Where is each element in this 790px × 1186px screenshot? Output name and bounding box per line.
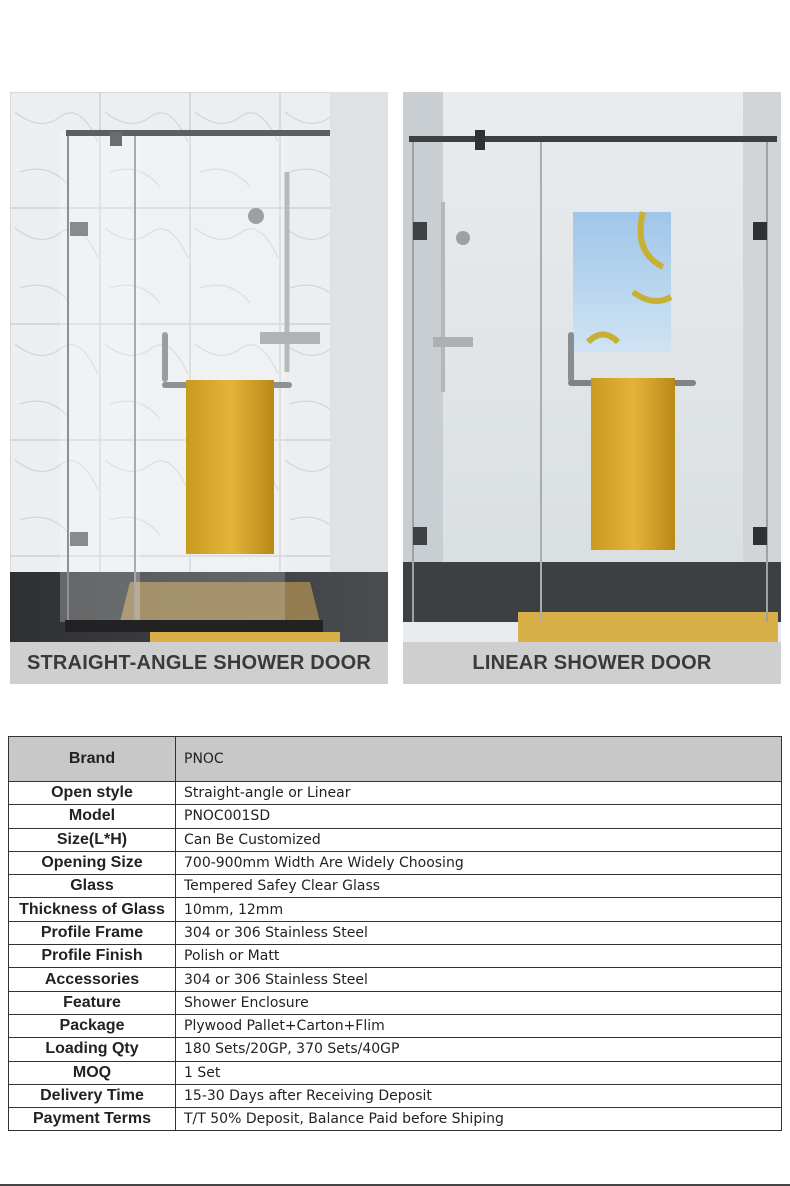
table-row <box>9 1084 782 1107</box>
spec-value: Can Be Customized <box>176 828 782 851</box>
spec-label: Open style <box>9 782 176 805</box>
spec-label: Payment Terms <box>9 1108 176 1131</box>
panel-caption: LINEAR SHOWER DOOR <box>403 642 781 684</box>
table-row <box>9 828 782 851</box>
table-row <box>9 805 782 828</box>
spec-label: Model <box>9 805 176 828</box>
spec-label: Loading Qty <box>9 1038 176 1061</box>
spec-label: Package <box>9 1014 176 1037</box>
spec-value: Tempered Safey Clear Glass <box>176 875 782 898</box>
spec-value: 180 Sets/20GP, 370 Sets/40GP <box>176 1038 782 1061</box>
spec-label: Brand <box>9 737 176 782</box>
table-row <box>9 782 782 805</box>
spec-label: Thickness of Glass <box>9 898 176 921</box>
linear-shower-illustration <box>403 92 781 642</box>
spec-value: Shower Enclosure <box>176 991 782 1014</box>
spec-label: Feature <box>9 991 176 1014</box>
table-row <box>9 1014 782 1037</box>
spec-label: Opening Size <box>9 851 176 874</box>
spec-label: Size(L*H) <box>9 828 176 851</box>
table-row <box>9 991 782 1014</box>
spec-value: Polish or Matt <box>176 945 782 968</box>
spec-value: Plywood Pallet+Carton+Flim <box>176 1014 782 1037</box>
spec-label: Profile Finish <box>9 945 176 968</box>
table-row <box>9 851 782 874</box>
spec-value: 1 Set <box>176 1061 782 1084</box>
table-row <box>9 1061 782 1084</box>
spec-label: Glass <box>9 875 176 898</box>
linear-shower-photo <box>403 92 781 684</box>
spec-value: 304 or 306 Stainless Steel <box>176 921 782 944</box>
spec-value: PNOC <box>176 737 782 782</box>
spec-value: 10mm, 12mm <box>176 898 782 921</box>
spec-value: 304 or 306 Stainless Steel <box>176 968 782 991</box>
table-row <box>9 968 782 991</box>
spec-label: Profile Frame <box>9 921 176 944</box>
spec-value: PNOC001SD <box>176 805 782 828</box>
straight-angle-shower-illustration <box>10 92 388 642</box>
panel-caption: STRAIGHT-ANGLE SHOWER DOOR <box>10 642 388 684</box>
table-row <box>9 875 782 898</box>
spec-table <box>8 736 782 1131</box>
table-row <box>9 1038 782 1061</box>
spec-value: Straight-angle or Linear <box>176 782 782 805</box>
table-row <box>9 1108 782 1131</box>
table-row <box>9 921 782 944</box>
spec-label: Accessories <box>9 968 176 991</box>
spec-value: 15-30 Days after Receiving Deposit <box>176 1084 782 1107</box>
table-row <box>9 945 782 968</box>
table-row <box>9 737 782 782</box>
straight-angle-shower-photo <box>10 92 388 684</box>
spec-label: Delivery Time <box>9 1084 176 1107</box>
spec-value: 700-900mm Width Are Widely Choosing <box>176 851 782 874</box>
spec-value: T/T 50% Deposit, Balance Paid before Shiping <box>176 1108 782 1131</box>
table-row <box>9 898 782 921</box>
spec-label: MOQ <box>9 1061 176 1084</box>
